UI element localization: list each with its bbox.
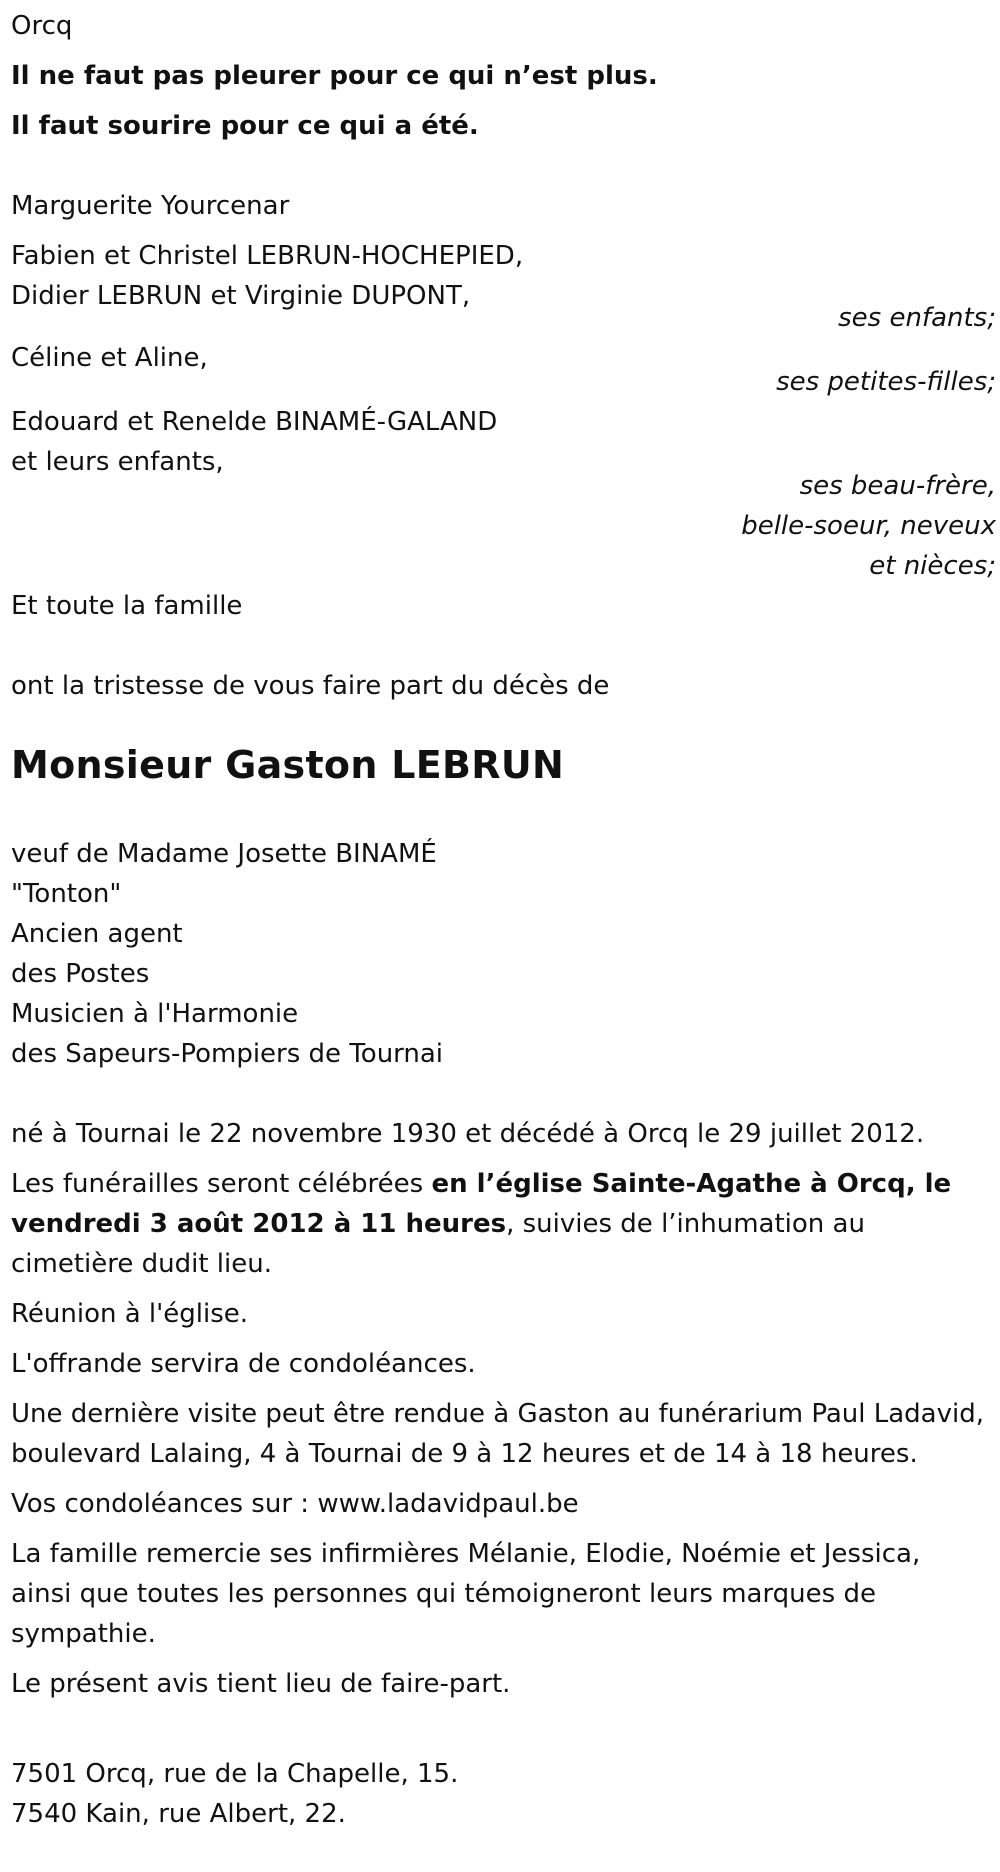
offering-note: L'offrande servira de condoléances. (11, 1349, 476, 1379)
detail-line: Ancien agent (11, 919, 183, 949)
inlaws-line-2: et leurs enfants, (11, 447, 224, 477)
detail-line: "Tonton" (11, 879, 122, 909)
inlaws-role-1: ses beau-frère, (799, 471, 996, 501)
main-text (11, 1114, 986, 1834)
address-line: 7501 Orcq, rue de la Chapelle, 15. (11, 1759, 459, 1789)
inlaws-line-1: Edouard et Renelde BINAMÉ-GALAND (11, 407, 498, 437)
grandchildren: Céline et Aline, (11, 343, 208, 373)
quote-author: Marguerite Yourcenar (11, 191, 290, 221)
detail-line: Musicien à l'Harmonie (11, 999, 299, 1029)
notice-note: Le présent avis tient lieu de faire-part. (11, 1669, 511, 1699)
children-role: ses enfants; (838, 303, 996, 333)
thanks-note: La famille remercie ses infirmières Mélanie, Elodie, Noémie et Jessica, ainsi que toutes les personnes qui témoigneront leurs marques de sympathie. (11, 1539, 921, 1649)
deceased-details (11, 834, 443, 1074)
deceased-name: Monsieur Gaston LEBRUN (11, 743, 565, 787)
address-line: 7540 Kain, rue Albert, 22. (11, 1799, 346, 1829)
inlaws-role-3: et nièces; (869, 551, 996, 581)
children-line-1: Fabien et Christel LEBRUN-HOCHEPIED, (11, 241, 524, 271)
quote-line-2: Il faut sourire pour ce qui a été. (11, 111, 479, 141)
children-line-2: Didier LEBRUN et Virginie DUPONT, (11, 281, 471, 311)
meeting-note: Réunion à l'église. (11, 1299, 249, 1329)
condolences-note: Vos condoléances sur : www.ladavidpaul.be (11, 1489, 579, 1519)
detail-line: des Sapeurs-Pompiers de Tournai (11, 1039, 444, 1069)
obituary-document (11, 0, 996, 1872)
detail-line: des Postes (11, 959, 150, 989)
place-label: Orcq (11, 11, 73, 41)
grandchildren-role: ses petites-filles; (776, 367, 996, 397)
inlaws-role-2: belle-soeur, neveux (741, 511, 996, 541)
funeral-paragraph: Les funérailles seront célébrées en l’église Sainte-Agathe à Orcq, le vendredi 3 août 2012 à 11 heures, suivies de l’inhumation au cimetière dudit lieu. (11, 1169, 952, 1279)
announcement: ont la tristesse de vous faire part du décès de (11, 671, 610, 701)
visit-note: Une dernière visite peut être rendue à Gaston au funérarium Paul Ladavid, boulevard Lalaing, 4 à Tournai de 9 à 12 heures et de 14 à 18 heures. (11, 1399, 984, 1469)
detail-line: veuf de Madame Josette BINAMÉ (11, 839, 437, 869)
birth-death: né à Tournai le 22 novembre 1930 et décédé à Orcq le 29 juillet 2012. (11, 1119, 925, 1149)
all-family: Et toute la famille (11, 591, 243, 621)
funeral-location-date: en l’église Sainte-Agathe à Orcq, le vendredi 3 août 2012 à 11 heures (11, 1169, 952, 1239)
quote-line-1: Il ne faut pas pleurer pour ce qui n’est plus. (11, 61, 658, 91)
